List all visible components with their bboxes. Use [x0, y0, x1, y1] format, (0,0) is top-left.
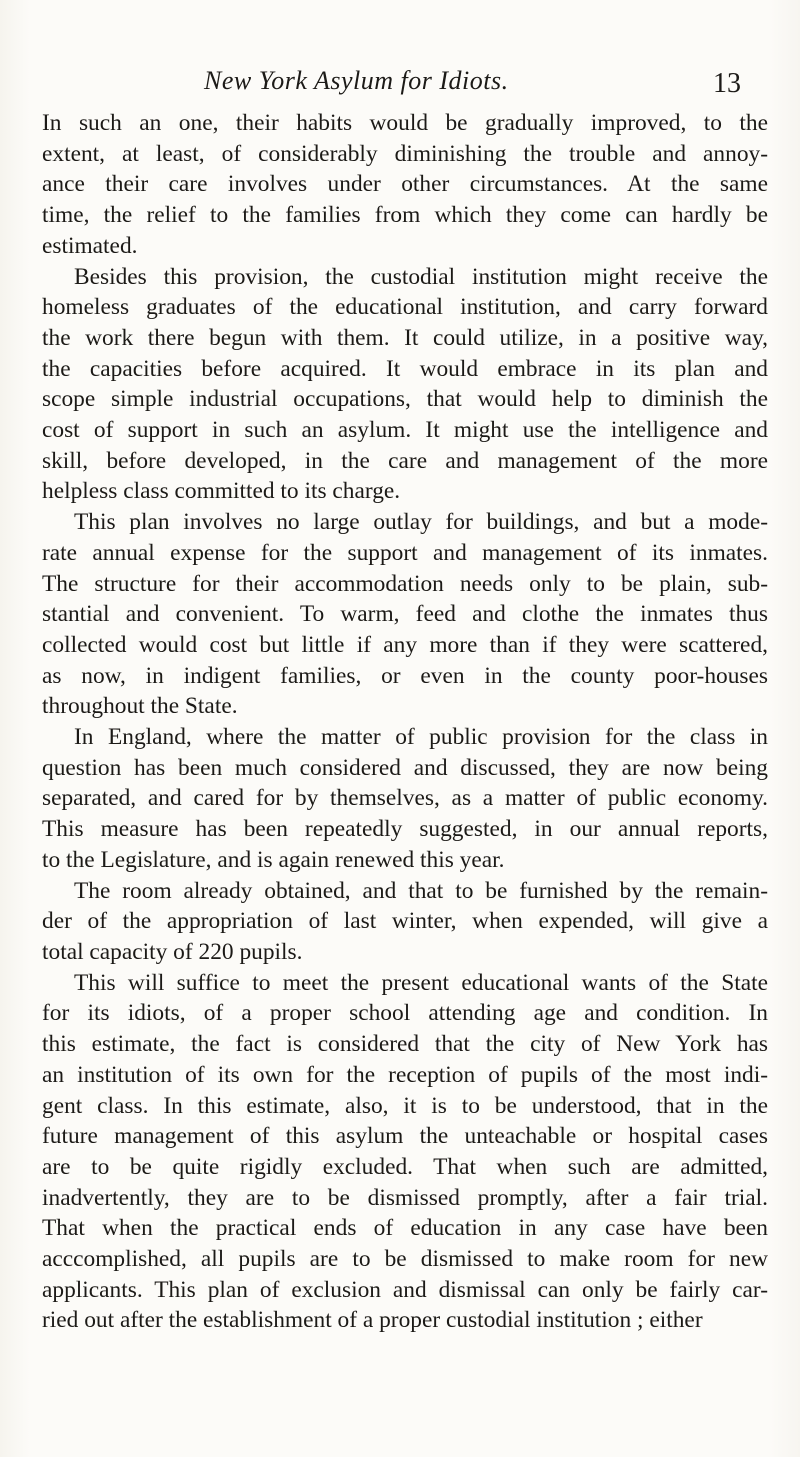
text-line: throughout the State.: [42, 693, 238, 720]
paragraph-2: [42, 262, 768, 508]
text-line: for its idiots, of a proper school attending age and condition. In: [42, 1000, 768, 1027]
text-line: Besides this provision, the custodial institution might receive the: [74, 263, 768, 290]
text-line: In England, where the matter of public provision for the class in: [74, 724, 768, 751]
text-line: future management of this asylum the unteachable or hospital cases: [42, 1123, 768, 1150]
text-line: gent class. In this estimate, also, it is to be understood, that in the: [42, 1092, 768, 1119]
body-text: [42, 108, 768, 1336]
text-line: cost of support in such an asylum. It might use the intelligence and: [42, 417, 768, 444]
text-line: as now, in indigent families, or even in the county poor-houses: [42, 662, 768, 689]
text-line: der of the appropriation of last winter, when expended, will give a: [42, 908, 768, 935]
text-line: this estimate, the fact is considered that the city of New York has: [42, 1031, 768, 1058]
text-line: stantial and convenient. To warm, feed and clothe the inmates thus: [42, 601, 768, 628]
text-line: This will suffice to meet the present educational wants of the State: [74, 969, 768, 996]
text-line: acccomplished, all pupils are to be dismissed to make room for new: [42, 1246, 768, 1273]
text-line: scope simple industrial occupations, that would help to diminish the: [42, 386, 768, 413]
text-line: rate annual expense for the support and management of its inmates.: [42, 539, 768, 566]
paragraph-3: [42, 507, 768, 722]
running-title: New York Asylum for Idiots.: [204, 66, 509, 95]
text-line: ance their care involves under other circumstances. At the same: [42, 171, 768, 198]
text-line: question has been much considered and discussed, they are now being: [42, 754, 768, 781]
text-line: total capacity of 220 pupils.: [42, 938, 303, 965]
text-line: helpless class committed to its charge.: [42, 478, 401, 505]
text-line: the work there begun with them. It could utilize, in a positive way,: [42, 324, 768, 351]
paragraph-4: [42, 722, 768, 876]
paragraph-6: [42, 968, 768, 1336]
paragraph-1: [42, 108, 768, 262]
text-line: This plan involves no large outlay for buildings, and but a mode-: [74, 509, 768, 536]
text-line: the capacities before acquired. It would embrace in its plan and: [42, 355, 768, 382]
text-line: inadvertently, they are to be dismissed promptly, after a fair trial.: [42, 1184, 768, 1211]
text-line: to the Legislature, and is again renewed this year.: [42, 846, 505, 873]
text-line: homeless graduates of the educational institution, and carry forward: [42, 294, 768, 321]
page-number: 13: [713, 68, 741, 99]
text-line: estimated.: [42, 232, 138, 259]
text-line: collected would cost but little if any more than if they were scattered,: [42, 631, 768, 658]
text-line: applicants. This plan of exclusion and dismissal can only be fairly car-: [42, 1276, 768, 1303]
paragraph-5: [42, 876, 768, 968]
text-line: That when the practical ends of education in any case have been: [42, 1215, 768, 1242]
text-line: The room already obtained, and that to be furnished by the remain-: [74, 877, 768, 904]
text-line: skill, before developed, in the care and management of the more: [42, 447, 768, 474]
running-header: [204, 66, 604, 96]
text-line: extent, at least, of considerably diminishing the trouble and annoy-: [42, 140, 768, 167]
text-line: In such an one, their habits would be gradually improved, to the: [42, 110, 768, 136]
text-line: separated, and cared for by themselves, as a matter of public economy.: [42, 785, 768, 812]
text-line: are to be quite rigidly excluded. That when such are admitted,: [42, 1153, 768, 1180]
text-line: time, the relief to the families from which they come can hardly be: [42, 202, 768, 229]
text-line: an institution of its own for the reception of pupils of the most indi-: [42, 1061, 768, 1088]
text-line: ried out after the establishment of a proper custodial institution ; either: [42, 1307, 703, 1334]
text-line: The structure for their accommodation needs only to be plain, sub-: [42, 570, 768, 597]
text-line: This measure has been repeatedly suggested, in our annual reports,: [42, 816, 768, 843]
